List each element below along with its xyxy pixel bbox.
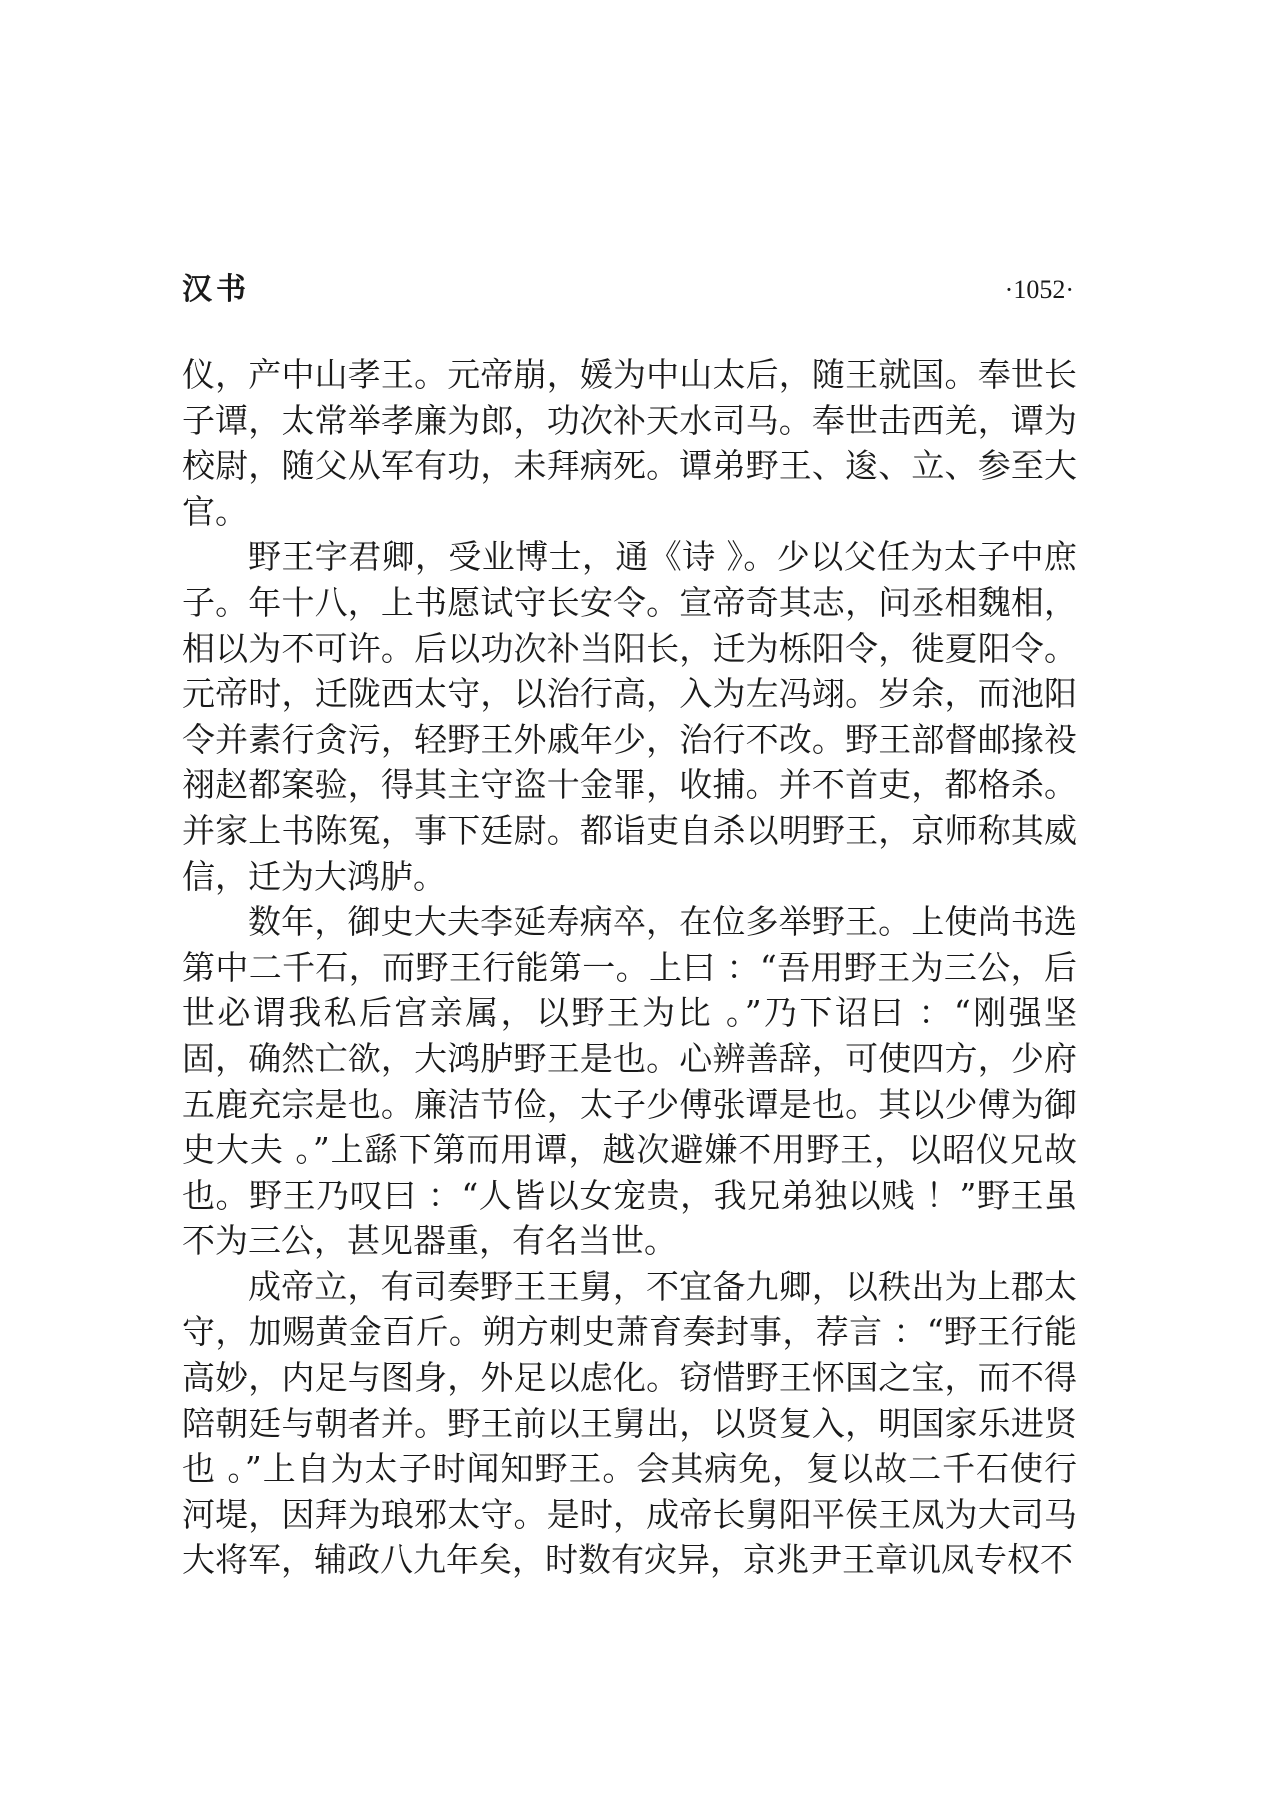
paragraph-2: 野王字君卿，受业博士，通《诗 》。少以父任为太子中庶子。年十八，上书愿试守长安令。宣帝奇其志，问丞相魏相，相以为不可许。后以功次补当阳长，迁为栎阳令，徙夏阳令。元帝时，迁陇西太守，以治行高，入为左冯翊。岁余，而池阳令并素行贪污，轻野王外戚年少，治行不改。野王部督邮掾祋祤赵都案验，得其主守盗十金罪，收捕。并不首吏，都格杀。并家上书陈冤，事下廷尉。都诣吏自杀以明野王，京师称其威信，迁为大鸿胪。 <box>182 537 1077 896</box>
page-header <box>182 268 1074 312</box>
book-title: 汉书 <box>182 272 250 307</box>
paragraph-1: 仪，产中山孝王。元帝崩，媛为中山太后，随王就国。奉世长子谭，太常举孝廉为郎，功次补天水司马。奉世击西羌，谭为校尉，随父从军有功，未拜病死。谭弟野王、逡、立、参至大官。 <box>182 355 1077 531</box>
paragraph-3: 数年，御史大夫李延寿病卒，在位多举野王。上使尚书选第中二千石，而野王行能第一。上曰 ：“吾用野王为三公，后世必谓我私后宫亲属，以野王为比 。”乃下诏曰 ：“刚强坚固，确然亡欲，大鸿胪野王是也。心辨善辞，可使四方，少府五鹿充宗是也。廉洁节俭，太子少傅张谭是也。其以少傅为御史大夫 。”上繇下第而用谭，越次避嫌不用野王，以昭仪兄故也。野王乃叹曰 ：“人皆以女宠贵，我兄弟独以贱 ！”野王虽不为三公，甚见器重，有名当世。 <box>182 902 1077 1261</box>
page-number: ·1052· <box>1004 275 1074 304</box>
body-text <box>182 352 1077 1583</box>
paragraph-4: 成帝立，有司奏野王王舅，不宜备九卿，以秩出为上郡太守，加赐黄金百斤。朔方刺史萧育奏封事，荐言 ：“野王行能高妙，内足与图身，外足以虑化。窃惜野王怀国之宝，而不得陪朝廷与朝者并。野王前以王舅出，以贤复入，明国家乐进贤也 。”上自为太子时闻知野王。会其病免，复以故二千石使行河堤，因拜为琅邪太守。是时，成帝长舅阳平侯王凤为大司马大将军，辅政八九年矣，时数有灾异，京兆尹王章讥凤专权不 <box>182 1266 1077 1580</box>
